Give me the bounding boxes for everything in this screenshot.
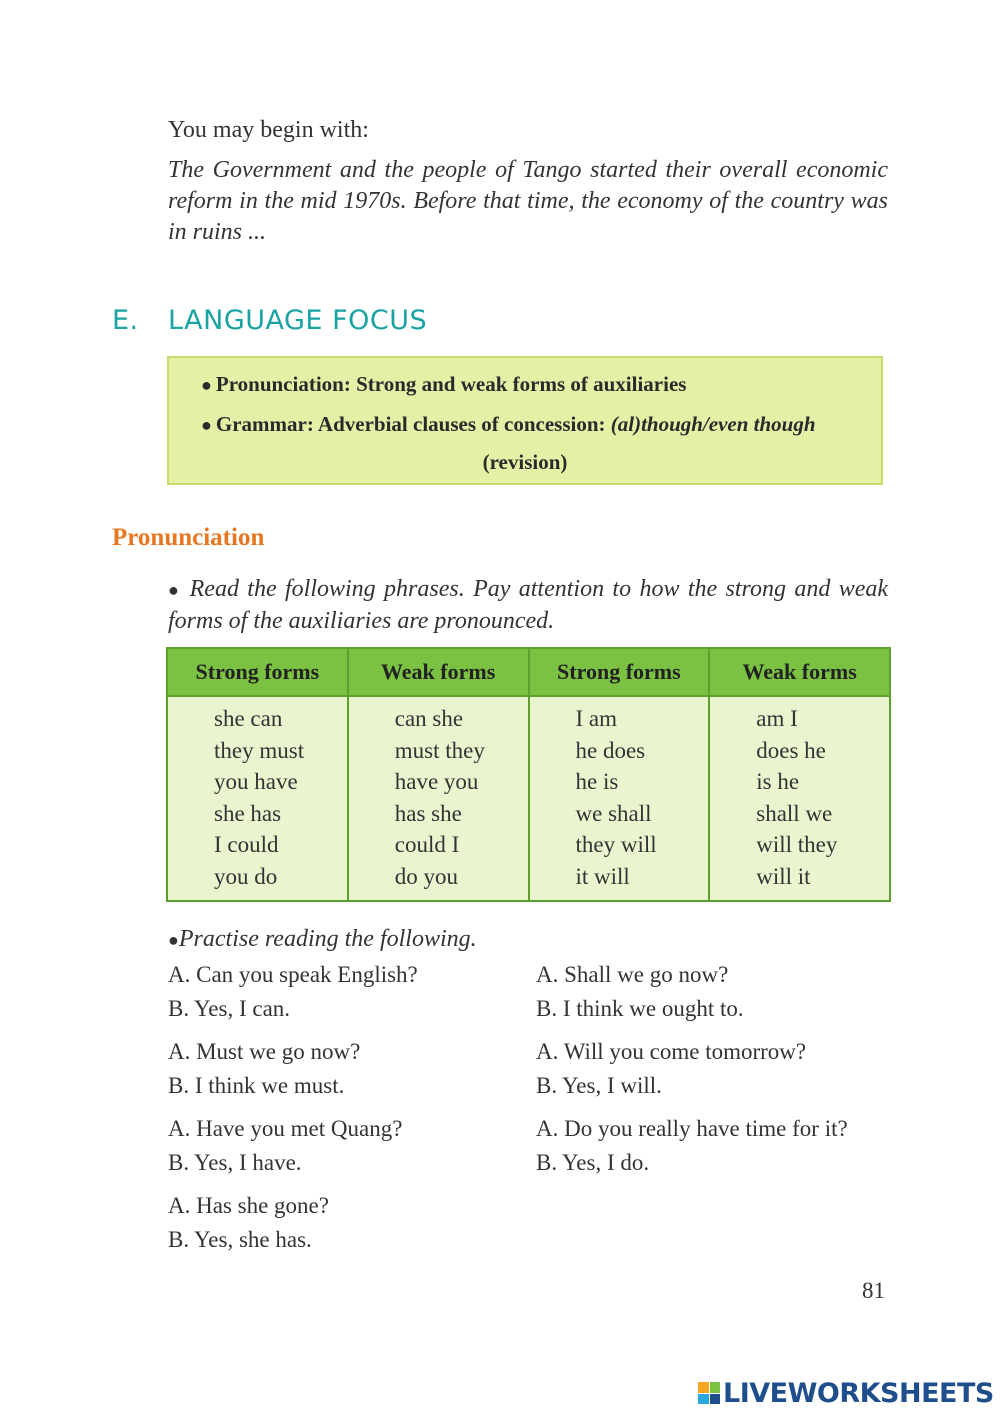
dialogue-line-b: B. Yes, I do. xyxy=(536,1150,650,1175)
dialogue-pair xyxy=(168,1112,402,1180)
forms-table-header-row xyxy=(167,648,890,696)
focus-item-italic: (al)though/even though xyxy=(610,412,816,436)
bullet-icon: ● xyxy=(168,580,182,600)
phrase: can she xyxy=(394,706,464,731)
phrase: you have xyxy=(214,769,298,794)
dialogue-line-b: B. Yes, she has. xyxy=(168,1227,312,1252)
forms-table-row xyxy=(167,696,890,901)
phrase: they will xyxy=(575,832,657,857)
dialogue-pair xyxy=(536,1112,848,1180)
focus-item-grammar xyxy=(201,412,816,437)
phrase: does he xyxy=(756,737,826,763)
phrase: I am xyxy=(575,706,618,731)
watermark-text: LIVEWORKSHEETS xyxy=(723,1377,994,1409)
instruction-text: Read the following phrases. Pay attention to how the strong and weak forms of the auxiliaries are pronounced. xyxy=(168,576,889,634)
phrase: will they xyxy=(756,832,838,857)
forms-table xyxy=(166,647,891,902)
forms-cell xyxy=(348,696,529,901)
section-heading xyxy=(112,305,427,336)
phrase: I could xyxy=(214,832,279,857)
liveworksheets-logo-icon xyxy=(698,1382,720,1404)
phrase: has she xyxy=(394,800,462,826)
phrase: it will xyxy=(575,863,630,889)
bullet-icon: ● xyxy=(168,930,179,950)
dialogue-line-a: A. Will you come tomorrow? xyxy=(536,1039,807,1064)
dialogue-line-a: A. Can you speak English? xyxy=(168,962,418,987)
pronunciation-instruction xyxy=(168,574,888,637)
dialogue-pair xyxy=(536,1035,806,1103)
column-header: Weak forms xyxy=(348,648,529,696)
forms-cell xyxy=(167,696,348,901)
phrase: is he xyxy=(756,769,800,794)
column-header: Strong forms xyxy=(529,648,710,696)
forms-cell xyxy=(529,696,710,901)
dialogue-line-b: B. Yes, I have. xyxy=(168,1150,302,1175)
dialogue-pair xyxy=(168,958,418,1026)
section-title: LANGUAGE FOCUS xyxy=(168,305,428,336)
intro-example-text: The Government and the people of Tango started their overall economic reform in the mid 1970s. Before that time, the economy of the country was in ruins ... xyxy=(168,157,888,245)
page-number: 81 xyxy=(862,1278,885,1303)
dialogue-line-a: A. Must we go now? xyxy=(168,1039,361,1064)
phrase: am I xyxy=(756,706,798,731)
dialogue-pair xyxy=(536,958,744,1026)
dialogue-line-b: B. Yes, I will. xyxy=(536,1073,662,1098)
focus-item-pronunciation xyxy=(201,372,686,397)
forms-cell xyxy=(709,696,890,901)
practise-instruction xyxy=(168,926,477,953)
bullet-icon: ● xyxy=(201,415,212,435)
phrase: will it xyxy=(756,863,811,889)
phrase: she can xyxy=(214,706,283,731)
section-letter: E. xyxy=(112,305,139,336)
phrase: shall we xyxy=(756,800,833,826)
dialogue-line-a: A. Do you really have time for it? xyxy=(536,1116,848,1141)
dialogue-line-a: A. Has she gone? xyxy=(168,1193,329,1218)
liveworksheets-watermark xyxy=(698,1378,994,1408)
phrase: have you xyxy=(394,769,479,794)
phrase: he does xyxy=(575,737,646,763)
dialogue-line-a: A. Have you met Quang? xyxy=(168,1116,403,1141)
focus-item-text: Pronunciation: Strong and weak forms of auxiliaries xyxy=(215,372,687,396)
dialogue-line-a: A. Shall we go now? xyxy=(536,962,729,987)
phrase: they must xyxy=(214,737,305,763)
language-focus-box xyxy=(167,356,883,485)
focus-item-text: Grammar: Adverbial clauses of concession: xyxy=(215,412,611,436)
pronunciation-heading: Pronunciation xyxy=(112,524,265,551)
bullet-icon: ● xyxy=(201,375,212,395)
phrase: she has xyxy=(214,800,282,826)
column-header: Strong forms xyxy=(167,648,348,696)
instruction-text: Practise reading the following. xyxy=(178,926,477,952)
dialogue-line-b: B. I think we ought to. xyxy=(536,996,744,1021)
dialogue-pair xyxy=(168,1035,360,1103)
phrase: do you xyxy=(394,863,458,889)
phrase: must they xyxy=(394,737,485,763)
phrase: we shall xyxy=(575,800,652,826)
phrase: could I xyxy=(394,832,460,857)
phrase: you do xyxy=(214,863,278,889)
column-header: Weak forms xyxy=(709,648,890,696)
focus-revision-label: (revision) xyxy=(482,450,568,474)
dialogue-pair xyxy=(168,1189,329,1257)
dialogue-line-b: B. Yes, I can. xyxy=(168,996,291,1021)
phrase: he is xyxy=(575,769,619,794)
intro-lead: You may begin with: xyxy=(168,117,369,143)
dialogue-line-b: B. I think we must. xyxy=(168,1073,345,1098)
